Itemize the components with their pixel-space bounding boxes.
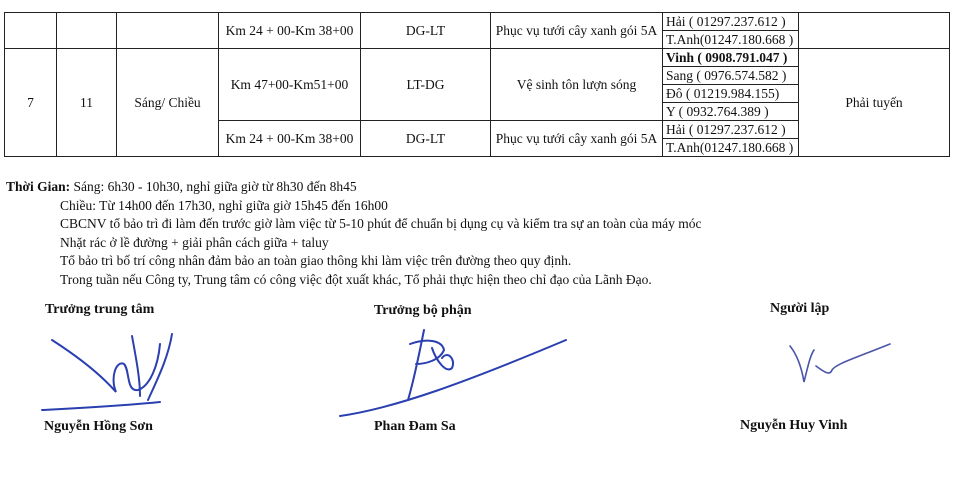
author-title: Người lập — [770, 301, 830, 316]
direction-cell: LT-DG — [361, 49, 491, 121]
shift-cell: Sáng/ Chiều — [117, 49, 219, 157]
week-cell: 11 — [57, 49, 117, 157]
direction-cell: DG-LT — [361, 13, 491, 49]
task-cell: Phục vụ tưới cây xanh gói 5A — [491, 121, 663, 157]
time-label: Thời Gian: — [6, 179, 71, 194]
table-row — [5, 13, 950, 49]
km-cell: Km 24 + 00-Km 38+00 — [219, 121, 361, 157]
note-line: Trong tuần nếu Công ty, Trung tâm có công việc đột xuất khác, Tổ phải thực hiện theo chỉ đạo của Lãnh Đạo. — [60, 271, 652, 287]
task-cell: Phục vụ tưới cây xanh gói 5A — [491, 13, 663, 49]
center-head-name: Nguyễn Hồng Sơn — [44, 419, 153, 434]
shift-cell — [117, 13, 219, 49]
stt-cell — [5, 13, 57, 49]
contacts-cell — [663, 121, 799, 157]
schedule-table — [4, 12, 950, 157]
table-row — [5, 49, 950, 121]
dept-head-name: Phan Đam Sa — [374, 419, 456, 434]
contact-line: Y ( 0932.764.389 ) — [666, 104, 769, 119]
task-cell: Vệ sinh tôn lượn sóng — [491, 49, 663, 121]
author-name: Nguyễn Huy Vinh — [740, 418, 848, 433]
direction-cell: DG-LT — [361, 121, 491, 157]
contact-line: Vinh ( 0908.791.047 ) — [663, 49, 798, 67]
contact-line: Hải ( 01297.237.612 ) — [663, 121, 798, 139]
contacts-cell — [663, 13, 799, 49]
contact-line: Sang ( 0976.574.582 ) — [663, 67, 798, 85]
author-signature — [780, 336, 900, 396]
note-line-morning: Sáng: 6h30 - 10h30, nghỉ giữa giờ từ 8h30 đến 8h45 — [73, 179, 357, 194]
week-cell — [57, 13, 117, 49]
center-head-signature — [40, 318, 210, 418]
note-line: Nhặt rác ở lề đường + giải phân cách giữa + taluy — [60, 234, 329, 250]
center-head-title: Trưởng trung tâm — [45, 302, 155, 317]
contact-line: Hải ( 01297.237.612 ) — [663, 13, 798, 31]
note-line: CBCNV tổ bảo trì đi làm đến trước giờ làm việc từ 5-10 phút để chuẩn bị dụng cụ và kiểm tra sự an toàn của máy móc — [60, 216, 702, 232]
km-cell: Km 47+00-Km51+00 — [219, 49, 361, 121]
dept-head-title: Trưởng bộ phận — [374, 303, 472, 318]
km-cell: Km 24 + 00-Km 38+00 — [219, 13, 361, 49]
note-line: Chiều: Từ 14h00 đến 17h30, nghỉ giữa giờ 15h45 đến 16h00 — [60, 197, 388, 213]
contact-line: Đô ( 01219.984.155) — [663, 85, 798, 103]
note-cell — [799, 13, 950, 49]
contact-line: T.Anh(01247.180.668 ) — [666, 32, 794, 47]
notes-block — [6, 178, 701, 290]
dept-head-signature — [336, 320, 576, 420]
contacts-cell — [663, 49, 799, 121]
stt-cell: 7 — [5, 49, 57, 157]
contact-line: T.Anh(01247.180.668 ) — [666, 140, 794, 155]
note-line: Tổ bảo trì bố trí công nhân đảm bảo an toàn giao thông khi làm việc trên đường theo quy định. — [60, 253, 572, 269]
note-cell: Phải tuyến — [799, 49, 950, 157]
